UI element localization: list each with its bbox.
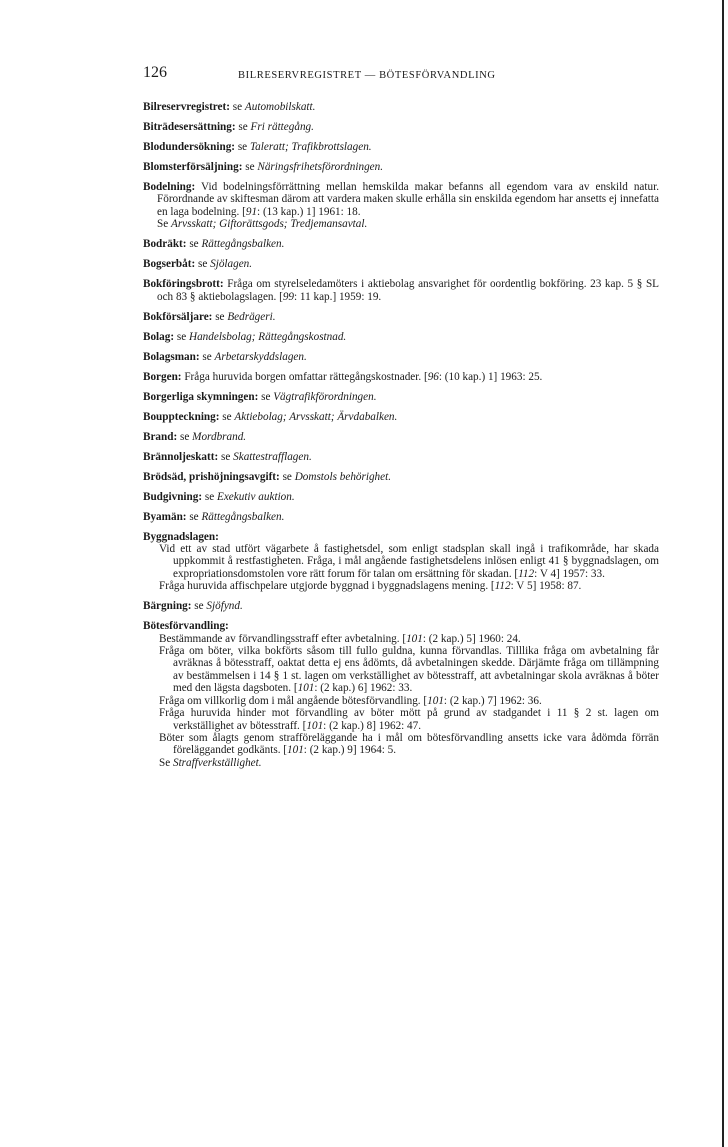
entry-ref: Arvsskatt; Giftorättsgods; Tredjemansavtal. — [170, 218, 368, 231]
entry-text: se — [186, 510, 202, 523]
index-entry — [143, 351, 659, 363]
volume-number: 101 — [427, 694, 444, 707]
entry-paragraph — [157, 580, 659, 592]
entry-term: Byamän: — [143, 510, 187, 523]
entry-text: se — [186, 238, 202, 251]
entry-text: Vid bodelningsförrättning mellan hemskilda makar befanns all egendom vara av enskild natur. Förordnande av skiftesman därom att vardera maken skulle erhålla sin enskilda egendom har ansetts ej innefatta en laga bodelning. [ — [157, 181, 659, 218]
entry-term: Bogserbåt: — [143, 258, 196, 271]
entry-text: se — [177, 430, 193, 443]
entry-paragraph — [157, 757, 659, 769]
index-entry — [143, 331, 659, 343]
entry-paragraph — [157, 645, 659, 695]
index-entry — [143, 431, 659, 443]
entry-ref: Mordbrand. — [192, 430, 247, 443]
citation: : (2 kap.) 8] 1962: 47. — [323, 719, 422, 732]
index-entry-byggnadslagen — [143, 531, 659, 593]
entry-ref: Bedrägeri. — [227, 310, 276, 323]
entry-ref: Taleratt; Trafikbrottslagen. — [249, 141, 372, 153]
index-entry — [143, 471, 659, 483]
citation: : (2 kap.) 7] 1962: 36. — [443, 694, 542, 707]
volume-number: 99 — [282, 290, 295, 303]
entry-ref: Näringsfrihetsförordningen. — [257, 161, 384, 173]
entry-text: se — [235, 121, 251, 133]
citation: : V 4] 1957: 33. — [534, 567, 605, 580]
entry-term: Bötesförvandling: — [143, 620, 229, 633]
entry-term: Brödsäd, prishöjningsavgift: — [143, 470, 280, 483]
index-entry-bokforingsbrott — [143, 278, 659, 303]
entry-text: se — [212, 310, 228, 323]
entry-term: Bouppteckning: — [143, 410, 220, 423]
entry-paragraph — [157, 707, 659, 732]
entry-term: Budgivning: — [143, 490, 203, 503]
volume-number: 91 — [245, 205, 258, 218]
entry-ref: Handelsbolag; Rättegångskostnad. — [189, 330, 347, 343]
index-entry — [143, 161, 659, 173]
index-entry — [143, 451, 659, 463]
entry-text: Fråga om villkorlig dom i mål angående bötesförvandling. [ — [159, 694, 428, 707]
volume-number: 101 — [287, 744, 304, 757]
index-entry — [143, 491, 659, 503]
entry-ref: Arbetarskyddslagen. — [214, 350, 307, 363]
entry-ref: Sjöfynd. — [206, 600, 243, 613]
see-label: Se — [159, 756, 173, 769]
entry-ref: Sjölagen. — [210, 258, 253, 271]
entry-text: se — [191, 600, 207, 613]
entry-ref: Exekutiv auktion. — [217, 490, 295, 503]
entry-term: Bokföringsbrott: — [143, 278, 224, 291]
entry-paragraph — [157, 543, 659, 580]
citation: : (13 kap.) 1] 1961: 18. — [257, 205, 361, 218]
index-entry — [143, 311, 659, 323]
entry-text: se — [242, 161, 258, 173]
entry-text: se — [235, 141, 250, 153]
index-entry-borgen — [143, 371, 659, 383]
index-entry — [143, 411, 659, 423]
volume-number: 112 — [494, 580, 511, 593]
entry-term: Blodundersökning: — [143, 141, 236, 153]
page-header — [143, 64, 663, 88]
volume-number: 101 — [306, 719, 324, 732]
index-entry — [143, 391, 659, 403]
running-head: BILRESERVREGISTRET — BÖTESFÖRVANDLING — [238, 70, 496, 81]
index-entry — [143, 141, 659, 153]
entry-term: Borgerliga skymningen: — [143, 390, 259, 403]
entry-text: Vid ett av stad utfört vägarbete å fastighetsdel, som enligt stadsplan skall ingå i trafikområde, har skada uppkommit å restfastigheten. Fråga, i mål angående fastighetsdelens inlösen enligt 41 § byggnadslagen, om expropriationsdomstolen vore rätt forum för talan om ersättning för skadan. [ — [159, 543, 659, 580]
volume-number: 101 — [297, 682, 315, 695]
entry-text: se — [219, 410, 235, 423]
entry-term: Biträdesersättning: — [143, 121, 236, 133]
entry-text: se — [258, 390, 274, 403]
index-entry — [143, 238, 659, 250]
entry-term: Bodräkt: — [143, 238, 187, 251]
citation: : (2 kap.) 5] 1960: 24. — [422, 632, 521, 645]
page-number: 126 — [143, 64, 167, 81]
entry-term: Brännoljeskatt: — [143, 450, 219, 463]
entry-term: Brand: — [143, 430, 178, 443]
entry-ref: Skattestrafflagen. — [233, 450, 312, 463]
entry-text: Böter som ålagts genom strafföreläggande ha i mål om bötesförvandling ansetts icke vara ådömda förrän föreläggandet godkänts. [ — [159, 731, 659, 757]
entry-text: Bestämmande av förvandlingsstraff efter avbetalning. [ — [159, 632, 407, 645]
volume-number: 96 — [427, 370, 439, 383]
citation: : (2 kap.) 6] 1962: 33. — [314, 682, 413, 695]
entry-paragraph — [157, 695, 659, 707]
index-entry — [143, 600, 659, 612]
entry-ref: Domstols behörighet. — [294, 470, 392, 483]
entry-paragraph — [157, 732, 659, 757]
volume-number: 101 — [406, 632, 423, 645]
entry-ref: Rättegångsbalken. — [201, 510, 285, 523]
entry-term: Bolag: — [143, 330, 175, 343]
entry-paragraph — [157, 633, 659, 645]
entry-ref: Straffverkställighet. — [172, 756, 262, 769]
entry-term: Bodelning: — [143, 181, 196, 193]
entry-ref: Fri rättegång. — [250, 121, 314, 133]
entry-term: Borgen: — [143, 370, 182, 383]
index-entry — [143, 511, 659, 523]
citation: : (2 kap.) 9] 1964: 5. — [303, 744, 397, 757]
entry-text: se — [195, 258, 211, 271]
entry-term: Bolagsman: — [143, 350, 200, 363]
index-entry — [143, 258, 659, 270]
volume-number: 112 — [518, 567, 535, 580]
entry-term: Bärgning: — [143, 600, 192, 613]
entry-text: Fråga om böter, vilka bokförts såsom till fullo guldna, kunna förvandlas. Tilllika fråga om avbetalning får avräknas å bötesstraff, oaktat detta ej ens ådömts, då avbetalningen skedde. Därjämte fråga om tillämpning av bestämmelsen i 14 § 1 st. lagen om verkställighet av bötesstraff, att avbetalningar skola avräknas å böter med den lägsta dagsboten. [ — [159, 645, 659, 695]
entry-term: Bokförsäljare: — [143, 310, 213, 323]
entry-text: se — [174, 330, 189, 343]
entry-text: Fråga huruvida affischpelare utgjorde byggnad i byggnadslagens mening. [ — [159, 580, 495, 593]
entry-ref: Automobilskatt. — [244, 101, 316, 113]
page-edge — [722, 0, 724, 1147]
index-content — [143, 101, 659, 777]
index-entry-botesforvandling — [143, 620, 659, 769]
entry-text: se — [218, 450, 234, 463]
entry-text: se — [229, 101, 245, 113]
citation: : 11 kap.] 1959: 19. — [294, 290, 382, 303]
entry-text: se — [279, 470, 295, 483]
entry-text: Fråga om styrelseledamöters i aktiebolag ansvarighet för oordentlig bokföring. 23 kap. 5 § SL och 83 § aktiebolagslagen. [ — [157, 278, 659, 303]
index-entry — [143, 121, 659, 133]
see-label: Se — [157, 218, 171, 231]
entry-term: Bilreservregistret: — [143, 101, 230, 113]
index-entry — [143, 101, 659, 113]
entry-text: Fråga huruvida hinder mot förvandling av böter mött på grund av stadgandet i 11 § 2 st. lagen om verkställighet av bötesstraff. [ — [159, 707, 659, 732]
entry-term: Blomsterförsäljning: — [143, 161, 243, 173]
index-entry-bodelning — [143, 181, 659, 231]
citation: : V 5] 1958: 87. — [510, 580, 582, 593]
entry-text: se — [202, 490, 217, 503]
entry-text: se — [199, 350, 215, 363]
citation: : (10 kap.) 1] 1963: 25. — [438, 370, 543, 383]
entry-text: Fråga huruvida borgen omfattar rättegångskostnader. [ — [181, 370, 428, 383]
entry-term: Byggnadslagen: — [143, 530, 219, 543]
entry-ref: Rättegångsbalken. — [201, 238, 285, 251]
entry-ref: Aktiebolag; Arvsskatt; Ärvdabalken. — [234, 410, 398, 423]
entry-ref: Vägtrafikförordningen. — [273, 390, 377, 403]
